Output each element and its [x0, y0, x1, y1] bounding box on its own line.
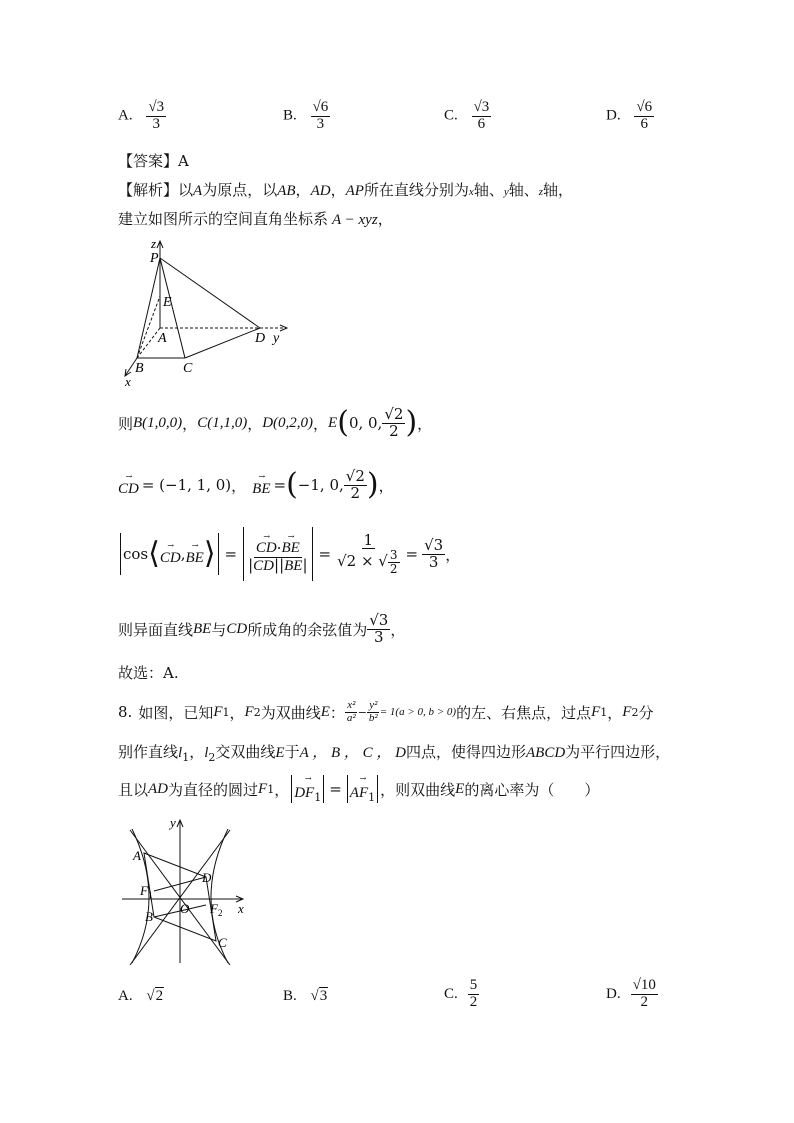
q7-option-c — [444, 100, 491, 133]
label-C: C — [183, 361, 193, 376]
label-D: D — [255, 331, 266, 346]
label-F1-sub: 1 — [148, 890, 153, 900]
analysis-line-1: 【解析】以A为原点，以AB，AD，AP所在直线分别为x轴、y轴、z轴， — [118, 181, 574, 199]
pyramid-figure — [115, 236, 295, 388]
analysis-line-2: 建立如图所示的空间直角坐标系 A − xyz， — [118, 210, 393, 228]
q8-option-c: C. $\frac{5}{2}$ — [444, 977, 478, 1010]
option-label: B. — [283, 107, 297, 124]
segment-BE — [137, 296, 160, 358]
label-C: C — [218, 935, 227, 950]
option-label: D. — [606, 107, 621, 124]
label-z: z — [151, 236, 157, 251]
hyperbola-figure — [118, 815, 258, 965]
option-fraction: $\frac{√6}{6}$ — [636, 99, 653, 132]
q8-line-1: 8. 如图，已知 F 1 ， F 2 为双曲线 E ： $\frac{\text{x²}}{\text{a²}}$ − $\frac{\text{y²}}{\text{b²}}$ = 1(a > 0, b > 0) 的左、右焦点，过点 F 1 ， F 2 分 — [118, 698, 654, 724]
label-A: A — [133, 848, 141, 863]
option-fraction: $\frac{√6}{3}$ — [312, 99, 329, 132]
q7-option-d — [606, 100, 654, 133]
q8-option-d: D. $\frac{√10}{2}$ — [606, 977, 656, 1010]
coordinates-line: 则 B(1,0,0) ， C(1,1,0) ， D(0,2,0) ， E ( 0, 0, $\frac{√2}{2}$ ) ， — [118, 404, 433, 440]
q7-option-a — [118, 100, 166, 133]
option-label: A. — [118, 107, 133, 124]
q8-line-2: 别作直线$l_1$，$l_2$交双曲线E于A ， B ， C ， D四点，使得四边形ABCD为平行四边形， — [118, 743, 671, 764]
label-B: B — [145, 909, 153, 924]
edge-CD — [185, 328, 260, 358]
label-D: D — [202, 870, 212, 885]
conclusion-line: 则异面直线 BE 与 CD 所成角的余弦值为 $\frac{√3}{3}$ ， — [118, 610, 406, 646]
label-B: B — [135, 361, 144, 376]
label-O: O — [180, 901, 190, 916]
q8-line-3: 且以 AD 为直径的圆过 F 1 ， → $DF_1$ = → $AF_1$ ，则双曲线 E 的离心率为（ ） — [118, 773, 600, 804]
label-A: A — [158, 331, 167, 346]
q7-option-b — [283, 100, 330, 133]
vectors-line: → CD = (−1, 1, 0) ， → BE = ( −1, 0, $\frac{√2}{2}$ ) ， — [118, 466, 394, 502]
label-x: x — [125, 374, 131, 388]
option-fraction: $\frac{√3}{3}$ — [148, 99, 165, 132]
answer-line: 【答案】A — [118, 152, 189, 170]
label-F1: F — [140, 883, 148, 898]
option-fraction: $\frac{√3}{6}$ — [473, 99, 490, 132]
cosine-formula: cos ⟨ → CD , → BE ⟩ = → CD · → BE |CD||BE| = 1 √2 × √ $\frac{3}{2}$ = $\frac{√3}{3}$ ， — [118, 524, 460, 584]
label-y: y — [273, 331, 280, 346]
label-E: E — [163, 295, 172, 310]
q8-option-a: A. √2 — [118, 988, 164, 1004]
label-P: P — [150, 251, 159, 266]
label-y: y — [170, 815, 176, 830]
label-F2-sub: 2 — [218, 908, 223, 918]
edge-PB — [137, 258, 160, 358]
label-F2: F — [210, 901, 218, 916]
final-choice: 故选：A. — [118, 664, 179, 682]
label-x: x — [238, 901, 244, 916]
option-label: C. — [444, 107, 458, 124]
q8-option-b: B. √3 — [283, 988, 328, 1004]
